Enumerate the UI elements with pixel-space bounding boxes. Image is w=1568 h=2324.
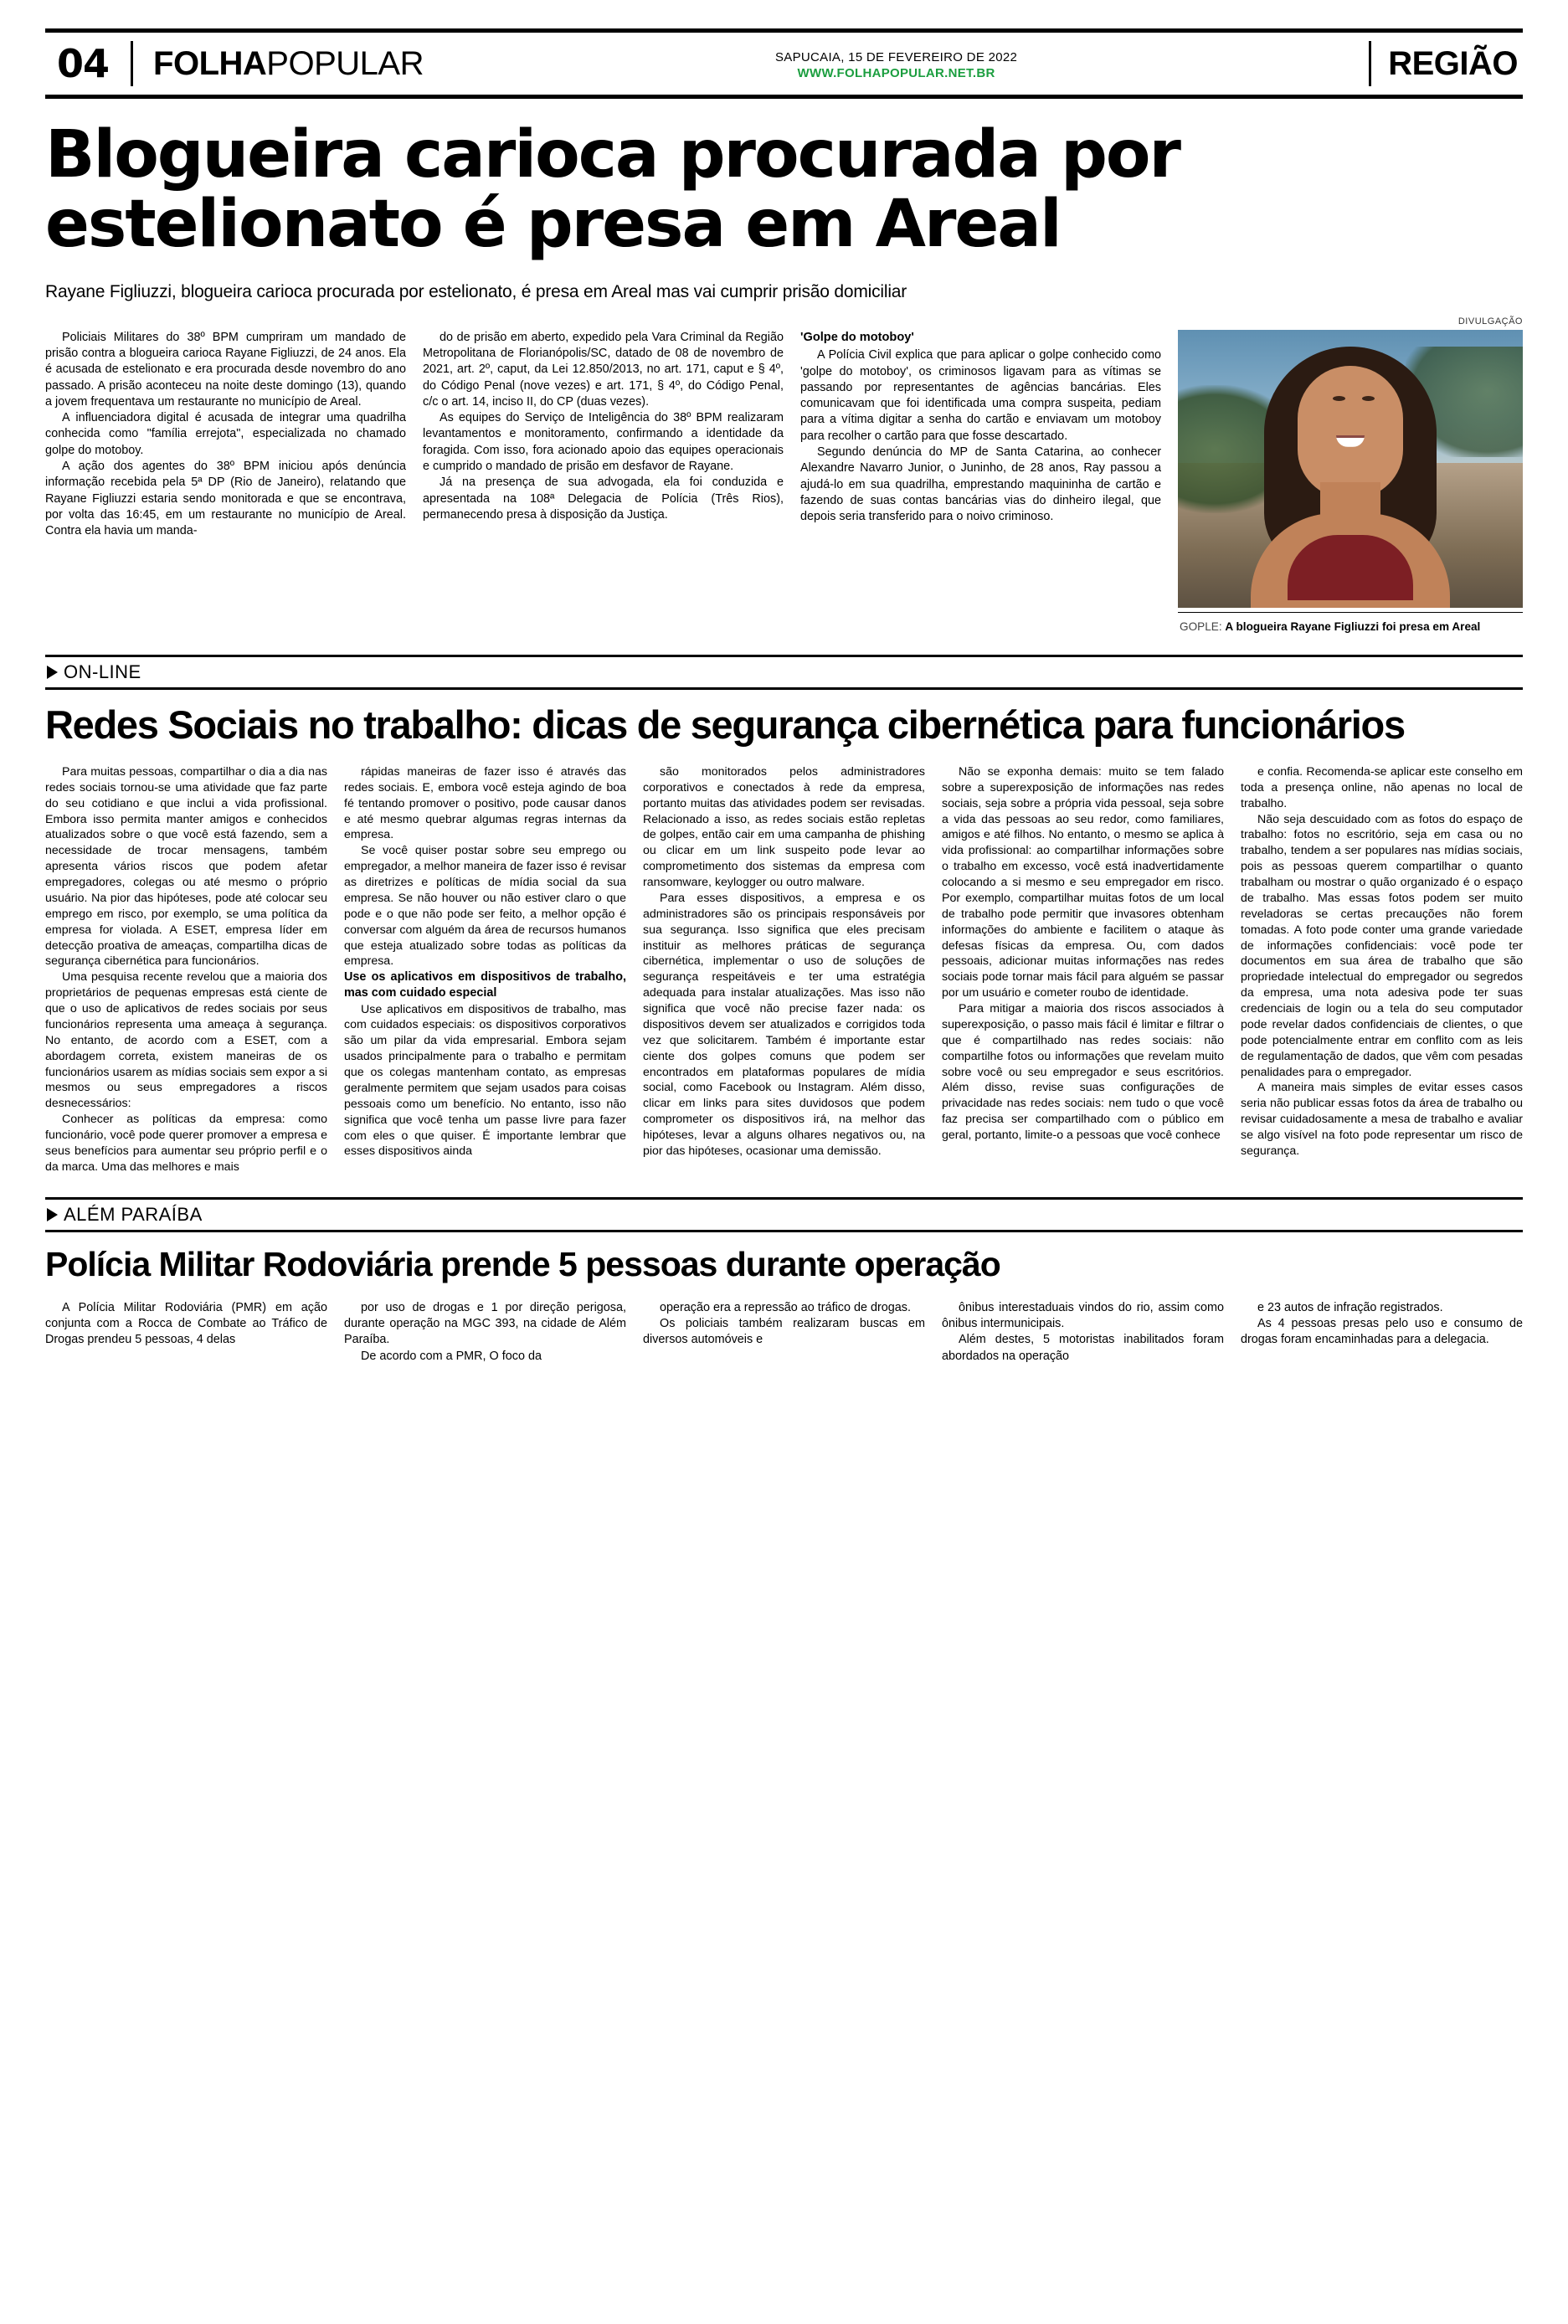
article3-column-4 — [942, 1300, 1224, 1365]
paragraph: rápidas maneiras de fazer isso é através das redes sociais. E, embora você esteja agindo de boa fé tentando promover o positivo, pode causar danos e até mesmo quebrar algumas regras internas da empresa. — [344, 764, 626, 842]
article-photo — [1178, 330, 1523, 608]
paragraph: Se você quiser postar sobre seu emprego ou empregador, a melhor maneira de fazer isso é revisar as diretrizes e políticas de mídia social da sua empresa. Se não houver ou não estiver claro o que pode e o que não pode ser feito, a melhor opção é conversar com alguém da área de recursos humanos que esteja atualizado sobre todas as políticas da empresa. — [344, 844, 626, 969]
triangle-icon — [47, 666, 58, 679]
paragraph: Não seja descuidado com as fotos do espaço de trabalho: fotos no escritório, seja em casa ou no trabalho, tendem a ser populares nas mídias sociais, pois as pessoas querem compartilhar o quanto trabalham ou mostrar o quão organizado é o espaço de trabalho. Mas essas fotos podem ser muito reveladoras se certas precauções não forem tomadas. A foto pode conter uma grande variedade de informações confidenciais: você pode ter documentos em sua área de trabalho que são propriedade intelectual do empregador ou segredos da empresa, uma nota adesiva pode ter suas credenciais de login ou a tela do seu computador pode revelar dados confidenciais de clientes, o que pode potencialmente entrar em conflito com as leis de regulamentação de dados, que vêm com pesadas penalidades para o empregador. — [1241, 812, 1523, 1079]
article3-columns — [45, 1300, 1523, 1365]
article2-column-3 — [643, 764, 925, 1175]
triangle-icon — [47, 1208, 58, 1221]
paragraph: do de prisão em aberto, expedido pela Vara Criminal da Região Metropolitana de Florianópolis/SC, datado de 08 de novembro de 2021, art. 2º, caput, da Lei 12.850/2013, no art. 171, caput e § 4º, do Código Penal (nove vezes) e art. 171, § 4º, do Código Penal, c/c o art. 14, inciso II, do CP (duas vezes). — [423, 330, 784, 409]
paragraph: Segundo denúncia do MP de Santa Catarina, ao conhecer Alexandre Navarro Junior, o Juninho, de 28 anos, Ray passou a ajudá-lo em sua quadrilha, emprestando maquininha de cartão e fazendo de suas contas bancárias vias do dinheiro ilegal, que depois seria transferido para o noivo criminoso. — [800, 445, 1161, 524]
section-name: REGIÃO — [1388, 44, 1518, 82]
paragraph: A ação dos agentes do 38º BPM iniciou após denúncia informação recebida pela 5ª DP (Rio de Janeiro), relatando que Rayane Figliuzzi estaria sendo monitorada e que se encontrava, por volta das 16:45, em um restaurante no município de Areal. Contra ela havia um manda- — [45, 460, 406, 538]
paragraph: A Polícia Militar Rodoviária (PMR) em ação conjunta com a Rocca de Combate ao Tráfico de Drogas prendeu 5 pessoas, 4 delas — [45, 1300, 327, 1347]
article2-title: Redes Sociais no trabalho: dicas de segurança cibernética para funcionários — [45, 702, 1405, 747]
logo-light-part: POPULAR — [266, 44, 424, 82]
paragraph: A maneira mais simples de evitar esses casos seria não publicar essas fotos da área de trabalho ou revisar cuidadosamente a mesa de trabalho e avaliar se algo visível na foto pode representar um risco de segurança. — [1241, 1081, 1523, 1158]
article2-column-4 — [942, 764, 1224, 1175]
article3-title: Polícia Militar Rodoviária prende 5 pessoas durante operação — [45, 1244, 1000, 1283]
paragraph: Conhecer as políticas da empresa: como funcionário, você pode querer promover a empresa e seus benefícios para aumentar seu próprio perfil e o da marca. Uma das melhores e mais — [45, 1113, 327, 1174]
main-subheadline: Rayane Figliuzzi, blogueira carioca procurada por estelionato, é presa em Areal mas vai cumprir prisão domiciliar — [45, 282, 907, 302]
photo-caption — [1178, 612, 1523, 633]
paragraph: Policiais Militares do 38º BPM cumpriram um mandado de prisão contra a blogueira carioca Rayane Figliuzzi, de 24 anos. Ela é acusada de estelionato e era procurada desde novembro do ano passado. A prisão aconteceu na noite deste domingo (13), quando a jovem frequentava um restaurante no município de Areal. — [45, 330, 406, 409]
paragraph: As equipes do Serviço de Inteligência do 38º BPM realizaram levantamentos e monitoramento, confirmando a identidade da foragida. Com isso, fora acionado apoio das equipes operacionais e cumprido o mandado de prisão em desfavor de Rayane. — [423, 411, 784, 474]
newspaper-logo — [133, 33, 424, 95]
page-number: 04 — [57, 41, 110, 86]
paragraph: Uma pesquisa recente revelou que a maioria dos proprietários de pequenas empresas está ciente de que o uso de aplicativos de redes sociais por seus funcionários representa uma ameaça à segurança. No entanto, de acordo com a ESET, com a abordagem correta, existem maneiras de os funcionários usarem as mídias sociais sem expor a si mesmos ou seus empregadores a riscos desnecessários: — [45, 970, 327, 1111]
article3-column-3 — [643, 1300, 925, 1365]
article1-column-1 — [45, 330, 406, 633]
paragraph: e confia. Recomenda-se aplicar este conselho em toda a presença online, não apenas no local de trabalho. — [1241, 764, 1523, 810]
issue-date: SAPUCAIA, 15 DE FEVEREIRO DE 2022 — [774, 50, 1018, 64]
paragraph: A Polícia Civil explica que para aplicar o golpe conhecido como 'golpe do motoboy', os criminosos ligavam para as vítimas se passando por representantes de agências bancárias. Eles comunicavam que foi identificada uma compra suspeita, pediam para a vítima digitar a senha do cartão e enviavam um motoboy para recolher o cartão para que fosse descartado. — [800, 348, 1161, 443]
paragraph: Para muitas pessoas, compartilhar o dia a dia nas redes sociais tornou-se uma atividade que faz parte do seu cotidiano e que inclui a vida profissional. Embora isso permita manter amigos e conhecidos atualizados sobre o que você está fazendo, sem a necessidade de trocar mensagens, também apresenta vários riscos que podem afetar empregadores, colegas ou até mesmo o próprio usuário. Na pior das hipóteses, pode até colocar seu emprego em risco, por exemplo, se uma política da empresa for violada. A ESET, empresa líder em detecção proativa de ameaças, compartilha dicas de segurança cibernética para funcionários. — [45, 764, 327, 969]
logo-bold-part: FOLHA — [153, 44, 267, 82]
paragraph: As 4 pessoas presas pelo uso e consumo de drogas foram encaminhadas para a delegacia. — [1241, 1317, 1523, 1347]
caption-label: GOPLE: — [1180, 620, 1222, 633]
paragraph: Para mitigar a maioria dos riscos associados à superexposição, o passo mais fácil é limitar e filtrar o que é compartilhado nas redes sociais: não compartilhe fotos ou informações que revelam muito sobre você ou seu empregador e seus escritórios. Além disso, revise suas configurações de privacidade nas redes sociais: nem tudo o que você faz precisa ser compartilhado com o público em geral, portanto, limite-o a pessoas que você conhece — [942, 1002, 1224, 1143]
paragraph: por uso de drogas e 1 por direção perigosa, durante operação na MGC 393, na cidade de Além Paraíba. — [344, 1300, 626, 1347]
paragraph: Para esses dispositivos, a empresa e os administradores são os principais responsáveis por sua segurança. Isso significa que eles precisam instituir as melhores práticas de segurança cibernética, implementar o uso de soluções de segurança respeitáveis e ter uma estratégia adequada para instalar atualizações. Mas isso não significa que você não precise fazer nada: os dispositivos devem ser atualizados e corrigidos toda vez que solicitarem. Também é importante estar ciente dos golpes comuns que podem ser encontrados em plataformas populares de mídia social, como Facebook ou Instagram. Além disso, clicar em links para sites duvidosos que podem comprometer os dispositivos irá, na melhor das hipóteses, levar a alguns olhares negativos ou, na pior das hipóteses, ocasionar uma demissão. — [643, 891, 925, 1158]
article2-column-5 — [1241, 764, 1523, 1175]
photo-credit: DIVULGAÇÃO — [1457, 316, 1523, 326]
article1-subhead: 'Golpe do motoboy' — [800, 330, 914, 344]
photo-subject-face — [1298, 366, 1403, 498]
article2-subhead: Use os aplicativos em dispositivos de trabalho, mas com cuidado especial — [344, 970, 626, 1000]
paragraph: e 23 autos de infração registrados. — [1257, 1300, 1443, 1314]
article1-photo-block — [1178, 330, 1523, 633]
masthead — [45, 28, 1523, 99]
article2-columns — [45, 764, 1523, 1175]
paragraph: operação era a repressão ao tráfico de drogas. — [660, 1300, 911, 1314]
paragraph: são monitorados pelos administradores corporativos e conectados à rede da empresa, portanto muitas das atividades podem ser revisadas. Relacionado a isso, as redes sociais estão repletas de golpes, então cair em uma campanha de phishing ou clicar em um link suspeito pode levar ao comprometimento dos sistemas da empresa com ransomware, keylogger ou outro malware. — [643, 764, 925, 890]
paragraph: Os policiais também realizaram buscas em diversos automóveis e — [643, 1317, 925, 1347]
paragraph: Além destes, 5 motoristas inabilitados foram abordados na operação — [942, 1333, 1224, 1363]
article3-column-1 — [45, 1300, 327, 1365]
article3-column-2 — [344, 1300, 626, 1365]
paragraph: De acordo com a PMR, O foco da — [361, 1349, 542, 1363]
article3-column-5 — [1241, 1300, 1523, 1365]
paragraph: Não se exponha demais: muito se tem falado sobre a superexposição de informações nas redes sociais, seja sobre a própria vida pessoal, seja sobre a vida das pessoas ao seu redor, como familiares, amigos e até filhos. No entanto, o mesmo se aplica à vida profissional: ao compartilhar informações sobre o trabalho em excesso, você está inadvertidamente colocando a si mesmo e seu empregador em risco. Por exemplo, compartilhar muitas fotos de um local de trabalho pode permitir que invasores obtenham informações do ambiente e facilitem o ataque às defesas físicas da empresa. Ou, com dados pessoais, adicionar muitas informações nas redes sociais pode tornar mais fácil para alguém se passar por um usuário e cometer roubo de identidade. — [942, 764, 1224, 1000]
section-bar-alem-paraiba — [45, 1197, 1523, 1232]
caption-text: A blogueira Rayane Figliuzzi foi presa em Areal — [1225, 620, 1481, 633]
masthead-center — [424, 33, 1369, 95]
article2-column-1 — [45, 764, 327, 1175]
section-kicker: ON-LINE — [64, 661, 141, 682]
article1-column-2 — [423, 330, 784, 633]
main-headline: Blogueira carioca procurada por estelionato é presa em Areal — [45, 117, 1180, 262]
paragraph: ônibus interestaduais vindos do rio, assim como ônibus intermunicipais. — [942, 1300, 1224, 1331]
paragraph: Use aplicativos em dispositivos de trabalho, mas com cuidados especiais: os dispositivos corporativos são um pilar da vida empresarial. Embora sejam usados principalmente para o trabalho e permitam que os colegas mantenham contato, as empresas geralmente permitem que sejam usados para coisas pessoais como um benefício. No entanto, isso não significa que você tenha um passe livre para fazer com eles o que quiser. É importante lembrar que esses dispositivos ainda — [344, 1002, 626, 1159]
section-kicker: ALÉM PARAÍBA — [64, 1203, 203, 1225]
paragraph: A influenciadora digital é acusada de integrar uma quadrilha conhecida como "família errejota", especializada no chamado golpe do motoboy. — [45, 411, 406, 457]
section-bar-online — [45, 655, 1523, 690]
article1-columns — [45, 330, 1161, 633]
article2-column-2 — [344, 764, 626, 1175]
paragraph: Já na presença de sua advogada, ela foi conduzida e apresentada na 108ª Delegacia de Polícia (Três Rios), permanecendo presa à disposição da Justiça. — [423, 476, 784, 522]
website-url[interactable]: WWW.FOLHAPOPULAR.NET.BR — [797, 66, 995, 80]
article1-column-3 — [800, 330, 1161, 633]
article1-body — [45, 330, 1523, 633]
